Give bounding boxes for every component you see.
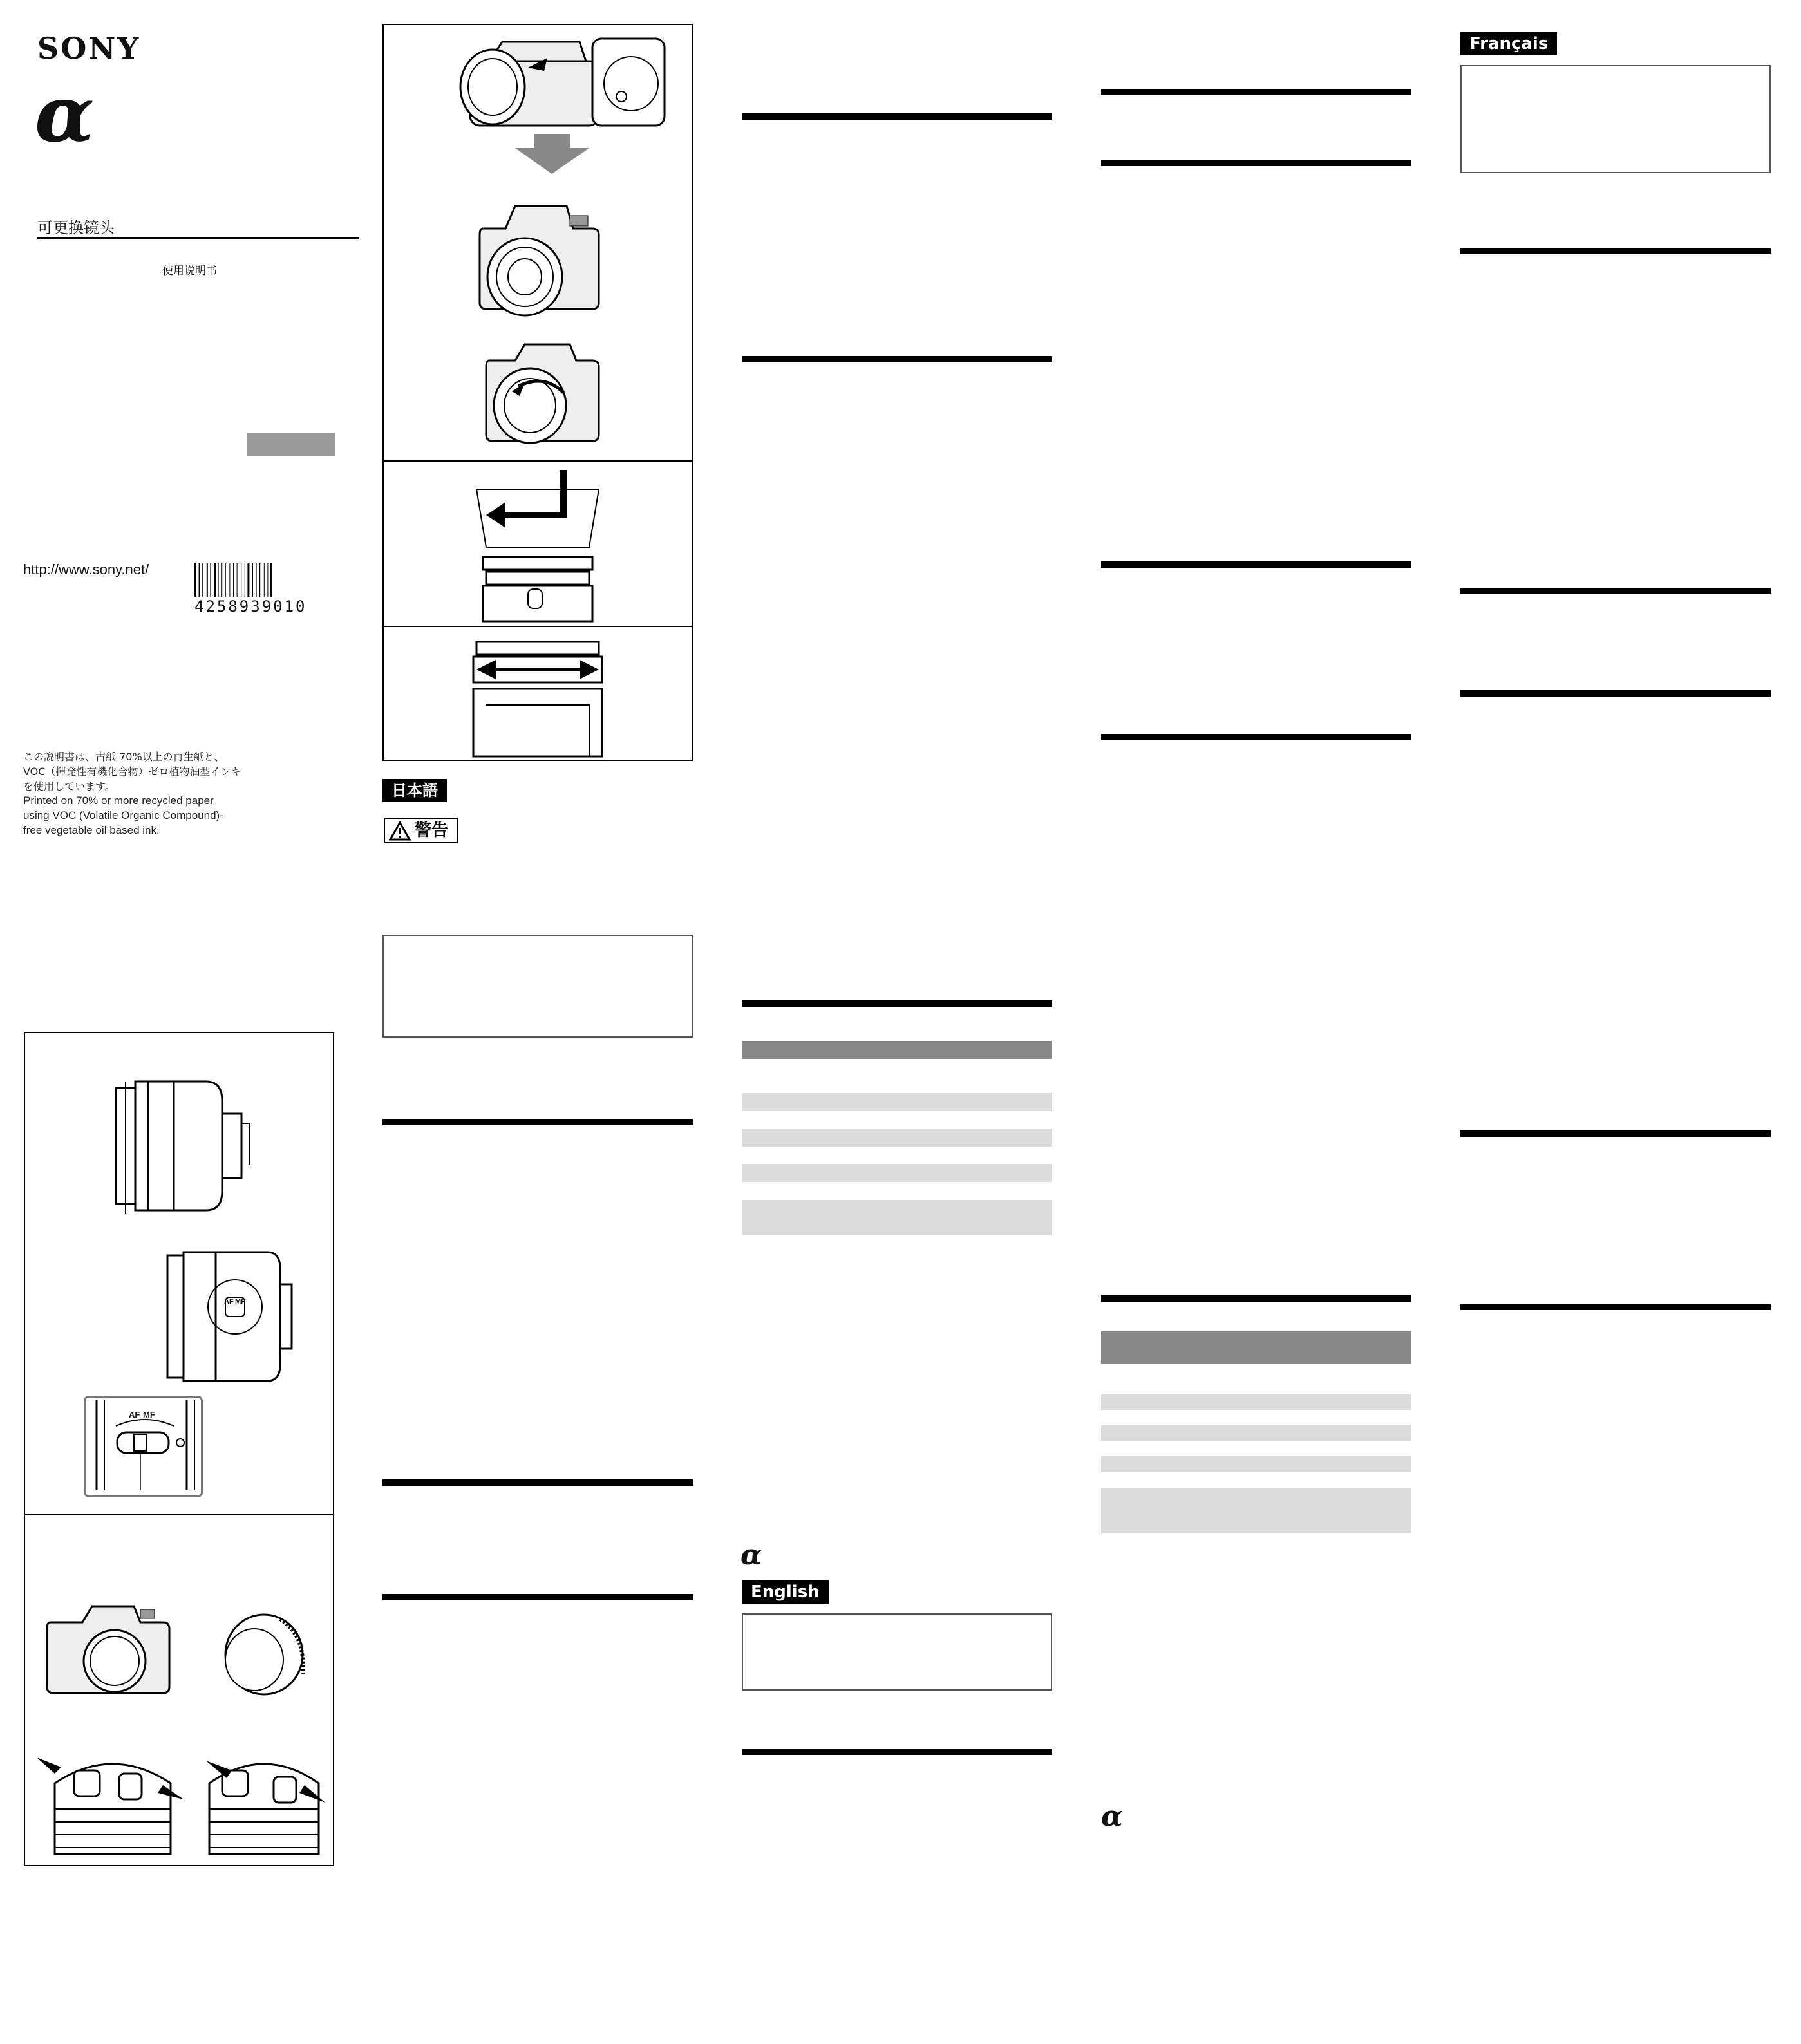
alpha-logo: α xyxy=(35,69,95,160)
col4-rule-3 xyxy=(1101,561,1411,568)
recycle-jp-line-2: VOC（揮発性有機化合物）ゼロ植物油型インキ xyxy=(23,765,241,778)
barcode xyxy=(194,563,310,597)
english-alpha-logo: α xyxy=(740,1539,762,1571)
title-rule xyxy=(37,237,359,239)
barcode-bar xyxy=(221,563,222,597)
front-cap-illustration-right xyxy=(193,1745,332,1857)
barcode-bar xyxy=(264,563,265,597)
warning-triangle-icon xyxy=(389,821,411,841)
language-tag-japanese: 日本語 xyxy=(382,779,447,802)
col4-rule-2 xyxy=(1101,160,1411,166)
sony-url[interactable]: http://www.sony.net/ xyxy=(23,561,149,577)
spec-table-2-row-3 xyxy=(1101,1456,1411,1472)
barcode-bar xyxy=(270,563,272,597)
spec-table-2-header xyxy=(1101,1331,1411,1364)
mount-figure-divider-1 xyxy=(382,460,693,462)
spec-table-2-row-2 xyxy=(1101,1425,1411,1441)
zoom-label-mf: MF xyxy=(143,1410,155,1420)
barcode-bar xyxy=(252,563,253,597)
lens-side-view-illustration xyxy=(109,1069,264,1223)
brand-logo: SONY xyxy=(37,31,141,66)
spec-table-header xyxy=(742,1041,1052,1059)
down-arrow-icon xyxy=(515,134,589,174)
mount-figure-divider-2 xyxy=(382,626,693,627)
col5-rule-3 xyxy=(1460,690,1771,697)
spec-table-2-row-1 xyxy=(1101,1394,1411,1410)
model-label-box xyxy=(247,433,335,456)
recycle-note-en xyxy=(23,793,223,838)
jp-section-rule-1 xyxy=(382,1119,693,1125)
spec-table-2-row-4 xyxy=(1101,1488,1411,1533)
front-cap-illustration-left xyxy=(35,1745,187,1857)
barcode-bar xyxy=(247,563,249,597)
french-alpha-logo: α xyxy=(1101,1800,1123,1833)
barcode-bar xyxy=(229,563,230,597)
focus-ring-illustration xyxy=(470,634,605,756)
spec-table-row-4 xyxy=(742,1200,1052,1235)
warning-box xyxy=(384,818,458,843)
barcode-bar xyxy=(210,563,211,597)
recycle-note-jp xyxy=(23,749,241,794)
recycle-en-line-2: using VOC (Volatile Organic Compound)- xyxy=(23,809,223,821)
jp-section-rule-2 xyxy=(382,1479,693,1486)
col4-rule-5 xyxy=(1101,1295,1411,1302)
fr-notice-box xyxy=(1460,65,1771,173)
barcode-bar xyxy=(267,563,268,597)
barcode-bar xyxy=(202,563,203,597)
language-tag-french: Français xyxy=(1460,32,1557,55)
barcode-bar xyxy=(214,563,216,597)
barcode-bar xyxy=(199,563,200,597)
spec-table-row-3 xyxy=(742,1164,1052,1182)
lens-focus-switch-illustration xyxy=(164,1249,293,1397)
barcode-number: 4258939010 xyxy=(194,597,307,615)
product-title: 可更换镜头 xyxy=(37,219,115,237)
spec-table-row-1 xyxy=(742,1093,1052,1111)
col4-rule-1 xyxy=(1101,89,1411,95)
barcode-bar xyxy=(225,563,226,597)
figure-divider xyxy=(24,1514,334,1515)
barcode-bar xyxy=(256,563,257,597)
col4-rule-4 xyxy=(1101,734,1411,740)
col3-rule-1 xyxy=(742,113,1052,120)
col5-rule-1 xyxy=(1460,248,1771,254)
barcode-bar xyxy=(218,563,219,597)
switch-label-mf: MF xyxy=(235,1298,245,1306)
col3-rule-3 xyxy=(742,1000,1052,1007)
recycle-jp-line-3: を使用しています。 xyxy=(23,780,115,792)
camera-body-illustration xyxy=(44,1597,173,1700)
barcode-bar xyxy=(207,563,208,597)
jp-section-rule-3 xyxy=(382,1594,693,1600)
spec-table-row-2 xyxy=(742,1129,1052,1147)
recycle-jp-line-1: この説明書は、古紙 70%以上の再生紙と、 xyxy=(23,751,225,763)
jp-notice-box xyxy=(382,935,693,1038)
zoom-label-af: AF xyxy=(129,1410,140,1420)
language-tag-english: English xyxy=(742,1580,829,1604)
recycle-en-line-1: Printed on 70% or more recycled paper xyxy=(23,794,214,807)
manual-subtitle: 使用说明书 xyxy=(162,265,217,277)
col3-rule-2 xyxy=(742,356,1052,362)
en-section-rule-1 xyxy=(742,1749,1052,1755)
recycle-en-line-3: free vegetable oil based ink. xyxy=(23,824,160,836)
switch-label-af: AF xyxy=(224,1298,234,1306)
barcode-bar xyxy=(237,563,238,597)
en-notice-box xyxy=(742,1613,1052,1691)
lens-hood-illustration xyxy=(473,470,602,621)
col5-rule-2 xyxy=(1460,588,1771,594)
col5-rule-5 xyxy=(1460,1304,1771,1310)
lens-mount-align-illustration xyxy=(451,35,670,132)
barcode-bar xyxy=(233,563,234,597)
lens-rear-illustration xyxy=(216,1609,312,1700)
barcode-bar xyxy=(259,563,260,597)
camera-mounted-illustration xyxy=(473,196,602,312)
camera-rotate-lens-illustration xyxy=(480,341,602,444)
barcode-bar xyxy=(194,563,196,597)
col5-rule-4 xyxy=(1460,1130,1771,1137)
warning-label: 警告 xyxy=(415,821,449,840)
